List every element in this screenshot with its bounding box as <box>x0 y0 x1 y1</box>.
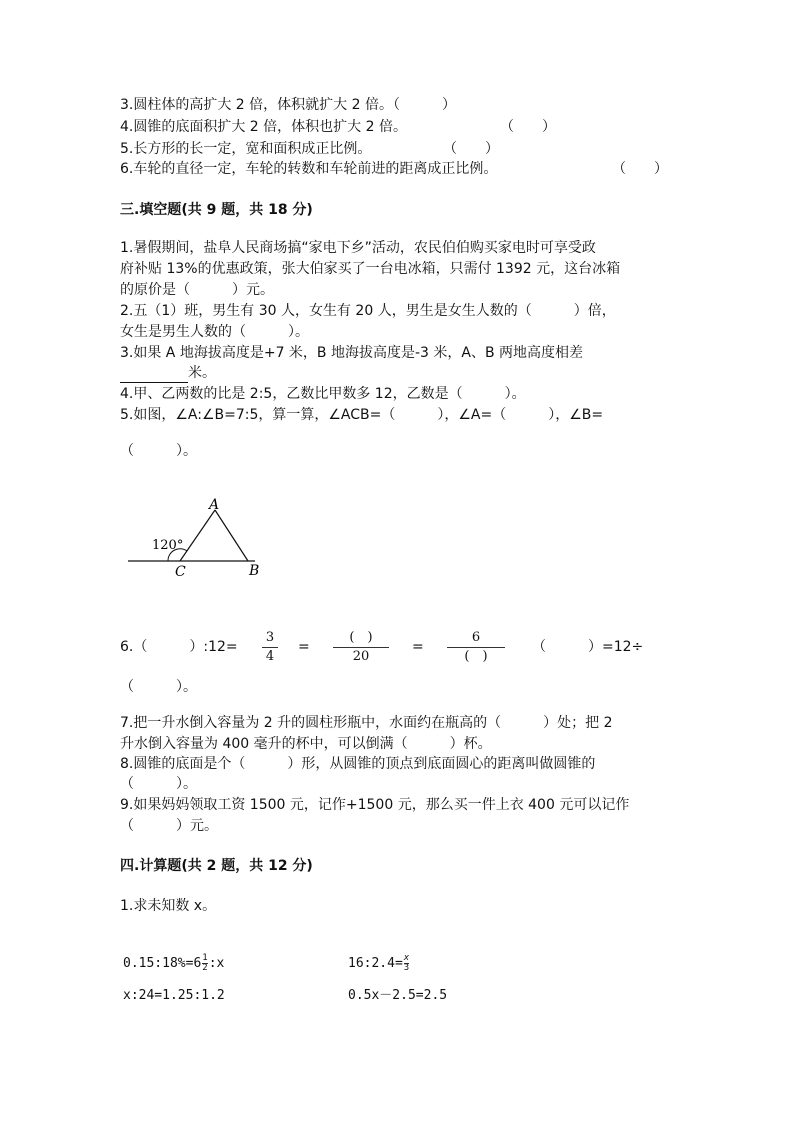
fill-q5-line1: 5.如图，∠A:∠B=7:5，算一算，∠ACB=（ ），∠A=（ ），∠B= <box>120 407 604 423</box>
fraction-2-bar <box>333 647 389 648</box>
fill-q2-line1: 2.五（1）班，男生有 30 人，女生有 20 人，男生是女生人数的（ ）倍， <box>120 303 616 319</box>
judgement-item-4-answer[interactable]: （ ） <box>500 119 556 135</box>
fill-q6-fraction-3 <box>447 630 505 665</box>
equation-1-right: :x <box>208 956 225 971</box>
fraction-1-bar <box>262 647 278 648</box>
fill-q3-blank[interactable] <box>120 368 188 383</box>
label-a: A <box>209 497 220 513</box>
eq2-frac-num: x <box>403 953 410 963</box>
equation-2 <box>348 954 410 974</box>
fraction-1-numerator: 3 <box>265 630 275 645</box>
fill-q3-line2 <box>120 363 216 383</box>
eq1-frac-den: 2 <box>202 963 208 973</box>
fill-q8-line1: 8.圆锥的底面是个（ ）形，从圆锥的顶点到底面圆心的距离叫做圆锥的 <box>120 756 596 772</box>
judgement-item-5-answer[interactable]: （ ） <box>443 141 499 157</box>
calc-q1-prompt: 1.求未知数 x。 <box>120 898 217 914</box>
eq2-frac-den: 3 <box>403 963 410 973</box>
fraction-2-numerator[interactable]: ( ) <box>349 630 373 645</box>
equation-3: x:24=1.25:1.2 <box>123 988 225 1003</box>
angle-label: 120° <box>152 538 184 553</box>
section-title-fill-blank: 三.填空题(共 9 题，共 18 分) <box>120 202 313 218</box>
side-ca <box>180 510 215 561</box>
fill-q6-fraction-2 <box>333 630 389 665</box>
equation-2-fraction <box>404 954 409 973</box>
fraction-1-denominator: 4 <box>265 649 275 664</box>
equation-2-left: 16:2.4= <box>348 956 403 971</box>
fill-q4: 4.甲、乙两数的比是 2:5，乙数比甲数多 12，乙数是（ ）。 <box>120 386 526 402</box>
fill-q9-line1: 9.如果妈妈领取工资 1500 元，记作+1500 元，那么买一件上衣 400 元可以记作 <box>120 797 630 813</box>
fill-q5-line2: （ ）。 <box>120 443 197 459</box>
fill-q3-line1: 3.如果 A 地海拔高度是+7 米，B 地海拔高度是-3 米，A、B 两地高度相差 <box>120 345 584 361</box>
fraction-2-denominator: 20 <box>352 649 370 664</box>
fill-q1-line1: 1.暑假期间，盐阜人民商场搞“家电下乡”活动，农民伯伯购买家电时可享受政 <box>120 240 596 256</box>
triangle-figure <box>120 495 270 585</box>
fill-q6-fraction-1 <box>262 630 278 665</box>
judgement-item-6-answer[interactable]: （ ） <box>612 161 668 177</box>
section-title-calculation: 四.计算题(共 2 题，共 12 分) <box>120 858 313 874</box>
fill-q1-line2: 府补贴 13%的优惠政策，张大伯家买了一台电冰箱，只需付 1392 元，这台冰箱 <box>120 261 621 277</box>
fraction-3-denominator[interactable]: ( ) <box>464 649 488 664</box>
equation-1-fraction <box>202 954 207 973</box>
side-ab <box>215 510 248 561</box>
fill-q8-line2: （ ）。 <box>120 776 197 792</box>
fraction-3-bar <box>447 647 505 648</box>
judgement-item-4 <box>120 117 407 137</box>
fill-q6-end: （ ）=12÷ <box>532 639 644 655</box>
judgement-item-6: 6.车轮的直径一定，车轮的转数和车轮前进的距离成正比例。 <box>120 161 498 177</box>
fill-q6-equals-2: = <box>412 639 424 655</box>
equation-1 <box>123 954 224 974</box>
fill-q7-line2: 升水倒入容量为 400 毫升的杯中，可以倒满（ ）杯。 <box>120 736 492 752</box>
judgement-item-5: 5.长方形的长一定，宽和面积成正比例。 <box>120 141 372 157</box>
fill-q7-line1: 7.把一升水倒入容量为 2 升的圆柱形瓶中，水面约在瓶高的（ ）处；把 2 <box>120 715 613 731</box>
fill-q1-line3: 的原价是（ ）元。 <box>120 282 274 298</box>
judgement-item-4-text: 4.圆锥的底面积扩大 2 倍，体积也扩大 2 倍。 <box>120 119 407 135</box>
judgement-item-3: 3.圆柱体的高扩大 2 倍，体积就扩大 2 倍。（ ） <box>120 97 456 113</box>
fill-q2-line2: 女生是男生人数的（ ）。 <box>120 324 309 340</box>
fill-q6-line2: （ ）。 <box>120 679 197 695</box>
fill-q3-unit: 米。 <box>188 365 216 381</box>
eq1-frac-num: 1 <box>202 953 208 963</box>
label-c: C <box>175 564 186 580</box>
label-b: B <box>249 563 260 579</box>
fill-q9-line2: （ ）元。 <box>120 818 218 834</box>
equation-4: 0.5x－2.5=2.5 <box>348 988 448 1003</box>
fraction-3-numerator: 6 <box>471 630 481 645</box>
fill-q6-start: 6.（ ）:12= <box>120 639 238 655</box>
equation-1-left: 0.15:18%=6 <box>123 956 202 971</box>
fill-q6-equals-1: = <box>298 639 310 655</box>
